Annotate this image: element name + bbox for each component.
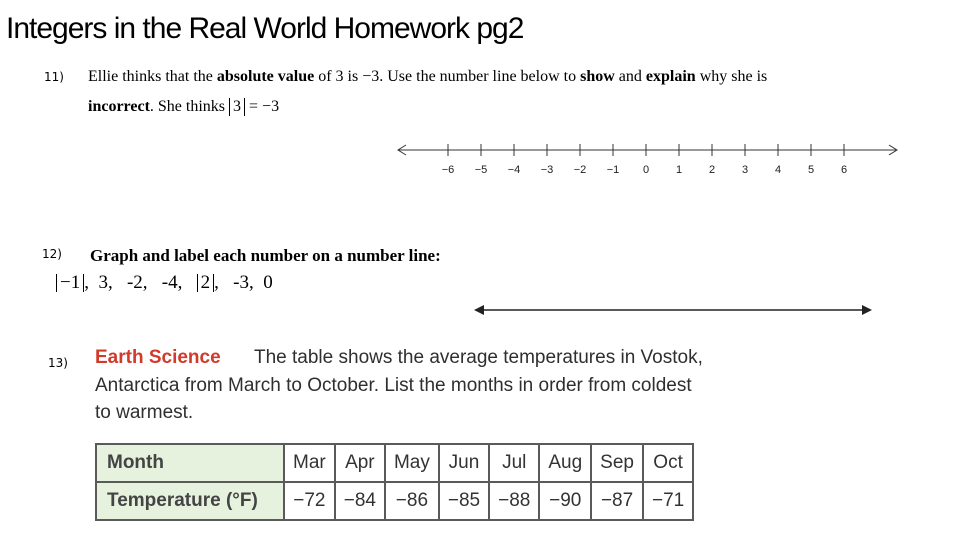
q11-bold-absolute-value: absolute value — [216, 68, 315, 85]
question-11-number: 11) — [44, 70, 64, 84]
q13-text-line1: The table shows the average temperatures in Vostok, — [254, 347, 703, 368]
table-cell: −84 — [335, 482, 385, 520]
q12-item: 0 — [263, 272, 273, 293]
q12-item-abs: 2 — [197, 274, 215, 292]
q12-item: 3 — [98, 272, 108, 293]
q11-text-part: of 3 is −3. Use the number line below to — [314, 68, 581, 85]
number-line-tick-label: 1 — [675, 164, 683, 176]
q12-item-abs: −1 — [56, 274, 84, 292]
q12-item: -2 — [126, 272, 143, 293]
table-row — [96, 482, 693, 520]
q11-bold-show: show — [580, 68, 615, 85]
table-cell: Aug — [539, 444, 591, 482]
left-arrow-icon — [474, 305, 484, 315]
number-line-tick-label: 4 — [774, 164, 782, 176]
number-line-tick-label: −4 — [507, 164, 521, 176]
q11-text-part: Ellie thinks that the — [88, 68, 217, 85]
number-line-tick-label: −6 — [441, 164, 455, 176]
number-line-tick-label: −3 — [540, 164, 554, 176]
q11-text-part: why she is — [695, 68, 768, 85]
number-line-tick-label: −5 — [474, 164, 488, 176]
question-12-number: 12) — [42, 247, 62, 261]
q11-bold-incorrect: incorrect — [88, 98, 150, 115]
table-cell: Apr — [335, 444, 385, 482]
q13-text-line2: Antarctica from March to October. List the months in order from coldest — [95, 375, 692, 396]
right-arrow-icon — [862, 305, 872, 315]
q11-absolute-value-expression: 3 — [229, 98, 245, 116]
table-header-cell: Month — [96, 444, 284, 482]
number-line-tick-label: 0 — [642, 164, 650, 176]
table-cell: −86 — [385, 482, 439, 520]
question-11-text-line1 — [88, 68, 767, 86]
question-13-number: 13) — [48, 356, 68, 370]
question-11-text-line2 — [88, 98, 279, 116]
q12-item: -3 — [233, 272, 249, 293]
table-cell: Jul — [489, 444, 539, 482]
q11-equals: = −3 — [245, 98, 280, 115]
table-cell: −88 — [489, 482, 539, 520]
number-line-tick-label: 2 — [708, 164, 716, 176]
q13-heading: Earth Science — [95, 347, 221, 368]
table-cell: Mar — [284, 444, 335, 482]
q13-text-line3: to warmest. — [95, 402, 194, 423]
table-cell: Oct — [643, 444, 693, 482]
q11-text-part: and — [614, 68, 646, 85]
number-line-tick-label: 5 — [807, 164, 815, 176]
table-cell: −71 — [643, 482, 693, 520]
table-header-cell: Temperature (°F) — [96, 482, 284, 520]
number-line-tick-label: −1 — [606, 164, 620, 176]
q11-she-thinks: . She thinks — [149, 98, 230, 115]
question-11-number-line — [392, 136, 904, 180]
table-cell: May — [385, 444, 439, 482]
question-12-prompt: Graph and label each number on a number line: — [90, 246, 441, 265]
table-cell: −72 — [284, 482, 335, 520]
table-cell: Jun — [439, 444, 489, 482]
number-line-tick-label: −2 — [573, 164, 587, 176]
temperature-table — [95, 443, 694, 521]
table-cell: −87 — [591, 482, 643, 520]
table-row — [96, 444, 693, 482]
question-12-blank-number-line — [470, 300, 876, 320]
table-cell: Sep — [591, 444, 643, 482]
q11-bold-explain: explain — [645, 68, 696, 85]
question-12-number-list: −1 , 3, -2, -4, 2 , -3, 0 — [56, 272, 273, 294]
number-line-tick-label: 6 — [840, 164, 848, 176]
table-cell: −85 — [439, 482, 489, 520]
q12-item: -4 — [161, 272, 178, 293]
number-line-tick-label: 3 — [741, 164, 749, 176]
table-cell: −90 — [539, 482, 591, 520]
page-title: Integers in the Real World Homework pg2 — [6, 12, 524, 45]
